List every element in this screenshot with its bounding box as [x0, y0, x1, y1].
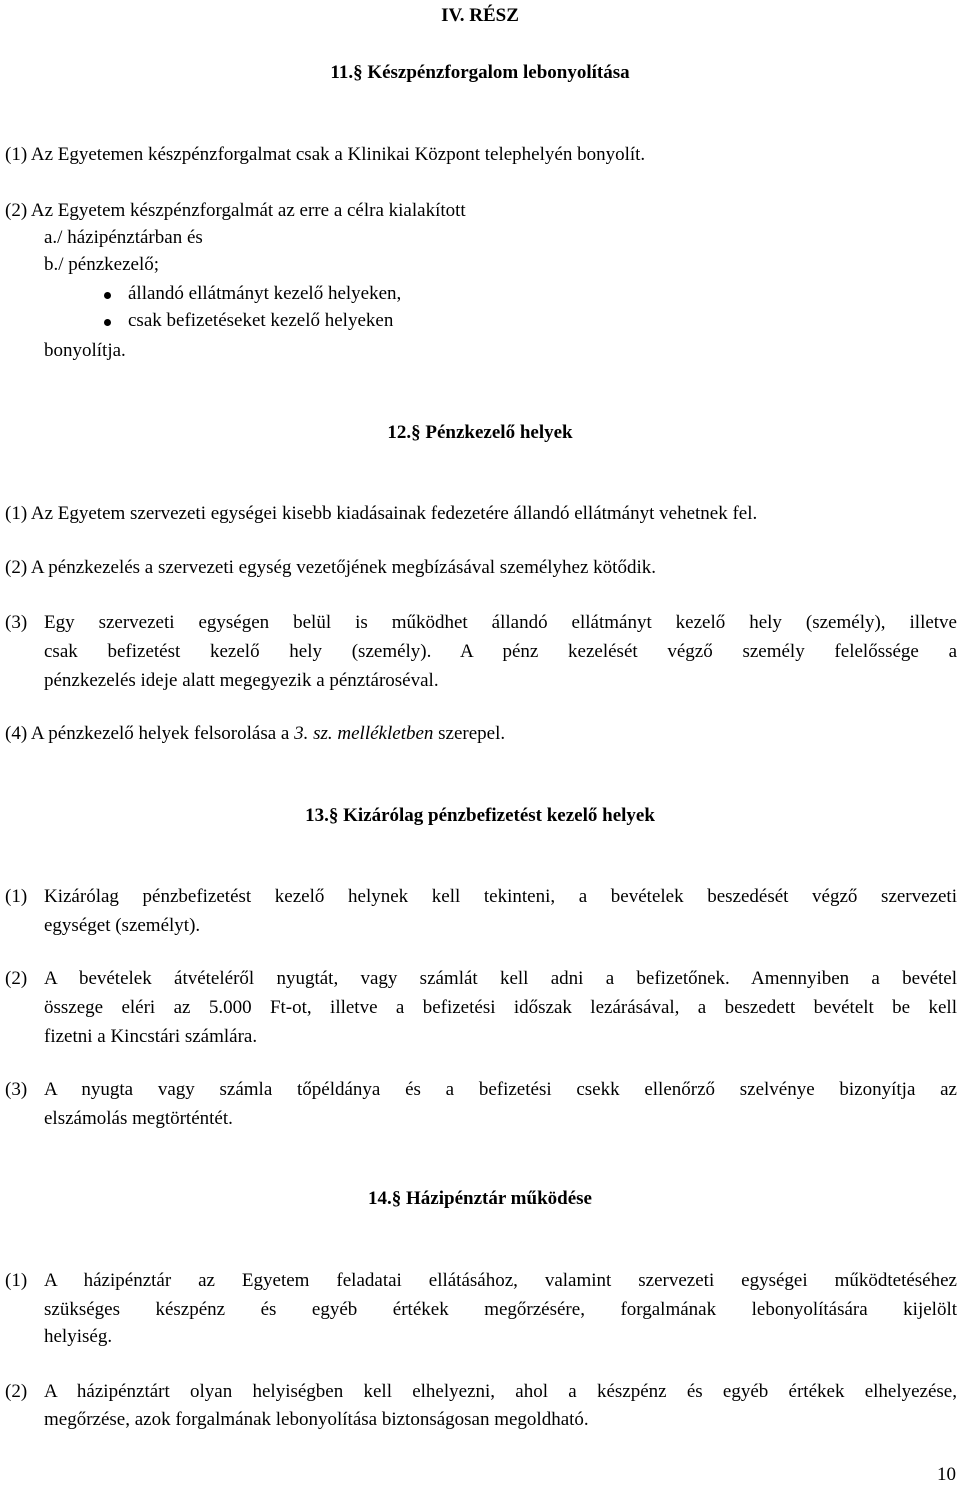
section-12-paragraph-4-end: szerepel.	[433, 723, 506, 744]
section-12-paragraph-3-line-1: Egy szervezeti egységen belül is működhet állandó ellátmányt kezelő hely (személy), illetve	[44, 612, 957, 633]
annex-reference: 3. sz. mellékletben	[294, 723, 434, 744]
bullet-icon	[104, 319, 111, 326]
section-14-paragraph-2-line-2: megőrzése, azok forgalmának lebonyolítása biztonságosan megoldható.	[44, 1409, 589, 1430]
section-13-paragraph-2-number: (2)	[5, 968, 28, 989]
section-12-paragraph-3-number: (3)	[5, 612, 28, 633]
section-11-item-b: b./ pénzkezelő;	[44, 254, 160, 275]
section-14-paragraph-2-line-1: A házipénztárt olyan helyiségben kell elhelyezni, ahol a készpénz és egyéb értékek elhelyezése,	[44, 1381, 957, 1402]
section-13-paragraph-3-line-2: elszámolás megtörténtét.	[44, 1108, 233, 1129]
section-12-paragraph-4	[5, 722, 505, 746]
section-14-paragraph-1-line-3: helyiség.	[44, 1326, 113, 1347]
section-13-paragraph-3-line-1: A nyugta vagy számla tőpéldánya és a befizetési csekk ellenőrző szelvénye bizonyítja az	[44, 1079, 957, 1100]
section-14-title: 14.§ Házipénztár működése	[368, 1188, 592, 1209]
section-12-paragraph-1: (1) Az Egyetem szervezeti egységei kisebb kiadásainak fedezetére állandó ellátmányt vehetnek fel.	[5, 503, 758, 524]
section-12-paragraph-2: (2) A pénzkezelés a szervezeti egység vezetőjének megbízásával személyhez kötődik.	[5, 557, 656, 578]
bullet-icon	[104, 292, 111, 299]
section-13-paragraph-1-line-2: egységet (személyt).	[44, 915, 201, 936]
section-11-item-a: a./ házipénztárban és	[44, 227, 203, 248]
section-11-paragraph-1: (1) Az Egyetemen készpénzforgalmat csak a Klinikai Központ telephelyén bonyolít.	[5, 144, 646, 165]
section-14-paragraph-1-line-2: szükséges készpénz és egyéb értékek megőrzésére, forgalmának lebonyolítására kijelölt	[44, 1299, 957, 1320]
section-13-paragraph-2-line-1: A bevételek átvételéről nyugtát, vagy számlát kell adni a befizetőnek. Amennyiben a bevétel	[44, 968, 957, 989]
section-13-title: 13.§ Kizárólag pénzbefizetést kezelő helyek	[305, 805, 655, 826]
section-14-paragraph-1-line-1: A házipénztár az Egyetem feladatai ellátásához, valamint szervezeti egységei működtetéséhez	[44, 1270, 957, 1291]
section-13-paragraph-2-line-3: fizetni a Kincstári számlára.	[44, 1026, 258, 1047]
section-11-paragraph-2-intro: (2) Az Egyetem készpénzforgalmát az erre a célra kialakított	[5, 200, 466, 221]
section-14-paragraph-2-number: (2)	[5, 1381, 28, 1402]
section-14-paragraph-1-number: (1)	[5, 1270, 28, 1291]
section-11-title: 11.§ Készpénzforgalom lebonyolítása	[330, 62, 630, 83]
section-12-paragraph-3-line-3: pénzkezelés ideje alatt megegyezik a pénztároséval.	[44, 670, 439, 691]
section-11-paragraph-2-end: bonyolítja.	[44, 340, 126, 361]
section-12-paragraph-4-text: (4) A pénzkezelő helyek felsorolása a	[5, 723, 295, 744]
page-number: 10	[937, 1464, 956, 1485]
section-13-paragraph-1-number: (1)	[5, 886, 28, 907]
part-title: IV. RÉSZ	[441, 5, 519, 26]
section-12-paragraph-3-line-2: csak befizetést kezelő hely (személy). A pénz kezelését végző személy felelőssége a	[44, 641, 957, 662]
section-12-title: 12.§ Pénzkezelő helyek	[387, 422, 573, 443]
section-11-bullet-1: állandó ellátmányt kezelő helyeken,	[128, 283, 402, 304]
section-11-bullet-2: csak befizetéseket kezelő helyeken	[128, 310, 394, 331]
section-13-paragraph-2-line-2: összege eléri az 5.000 Ft-ot, illetve a befizetési időszak lezárásával, a beszedett bevételt be kell	[44, 997, 957, 1018]
section-13-paragraph-3-number: (3)	[5, 1079, 28, 1100]
section-13-paragraph-1-line-1: Kizárólag pénzbefizetést kezelő helynek kell tekinteni, a bevételek beszedését végző szervezeti	[44, 886, 957, 907]
